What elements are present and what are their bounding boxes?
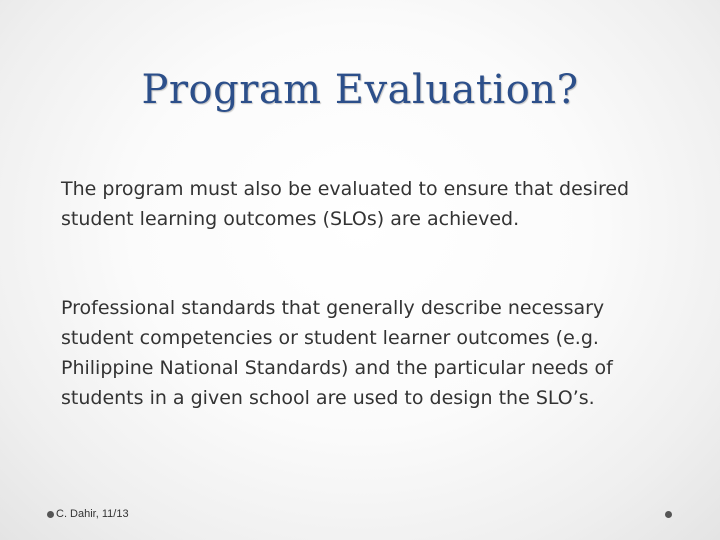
slide-title: Program Evaluation? xyxy=(141,67,579,113)
body-paragraph-1: The program must also be evaluated to ensure that desired student learning outcomes (SLOs) are achieved. xyxy=(61,178,630,230)
footer-credit: C. Dahir, 11/13 xyxy=(56,508,129,520)
footer-dot-icon xyxy=(665,511,672,518)
body-paragraph-2: Professional standards that generally describe necessary student competencies or student learner outcomes (e.g. Philippine National Standards) and the particular needs of students in a given school are used to design the SLO’s. xyxy=(61,297,613,409)
footer-bullet-icon xyxy=(47,511,54,518)
